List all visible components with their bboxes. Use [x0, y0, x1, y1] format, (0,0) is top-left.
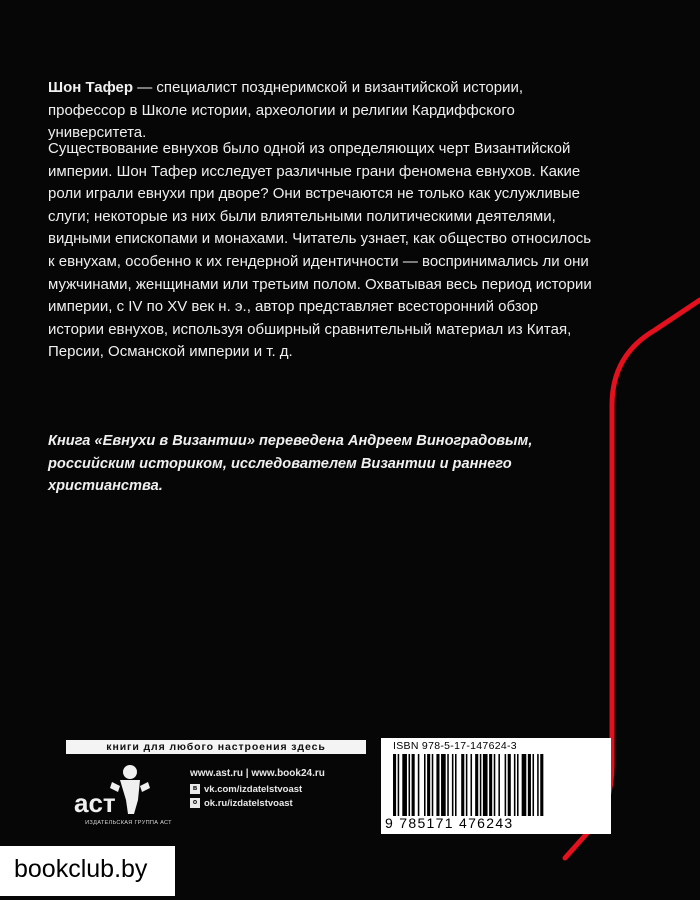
barcode-icon	[389, 754, 603, 816]
author-bio-text: — специалист позднеримской и византийской истории, профессор в Школе истории, археологии и религии Кардиффского университета.	[48, 79, 524, 142]
ast-logo-icon	[66, 762, 162, 818]
barcode-panel	[381, 738, 611, 834]
ok-icon: о	[190, 798, 200, 808]
translation-credit: Книга «Евнухи в Византии» переведена Андреем Виноградовым, российским историком, исследователем Византии и раннего христианства.	[48, 433, 533, 495]
publisher-tagline: книги для любого настроения здесь	[66, 740, 366, 754]
logo-text: аст	[74, 788, 116, 818]
barcode-digits: 9 785171 476243	[385, 815, 514, 831]
vk-link[interactable]	[190, 782, 325, 796]
site-watermark: bookclub.by	[14, 855, 148, 883]
ok-link-text: ok.ru/izdatelstvoast	[204, 797, 293, 809]
vk-icon: в	[190, 784, 200, 794]
author-bio	[48, 77, 593, 145]
vk-link-text: vk.com/izdatelstvoast	[204, 783, 303, 795]
book-description: Существование евнухов было одной из определяющих черт Византийской империи. Шон Тафер исследует различные грани феномена евнухов. Какие роли играли евнухи при дворе? Они встречаются не только как услужливые слуги; некоторые из них были влиятельными политическими деятелями, видными епископами и монахами. Читатель узнает, как общество относилось к евнухам, особенно к их гендерной идентичности — воспринимались ли они мужчинами, женщинами или третьим полом. Охватывая весь период истории империи, с IV по XV век н. э., автор представляет всесторонний обзор истории евнухов, используя обширный сравнительный материал из Китая, Персии, Османской империи и т. д.	[48, 140, 592, 361]
publisher-caption: ИЗДАТЕЛЬСКАЯ ГРУППА АСТ	[85, 820, 172, 826]
ok-link[interactable]	[190, 796, 325, 810]
websites[interactable]: www.ast.ru | www.book24.ru	[190, 768, 325, 779]
isbn-label: ISBN 978-5-17-147624-3	[393, 740, 517, 752]
author-name: Шон Тафер	[48, 79, 134, 96]
publisher-links	[190, 765, 325, 810]
